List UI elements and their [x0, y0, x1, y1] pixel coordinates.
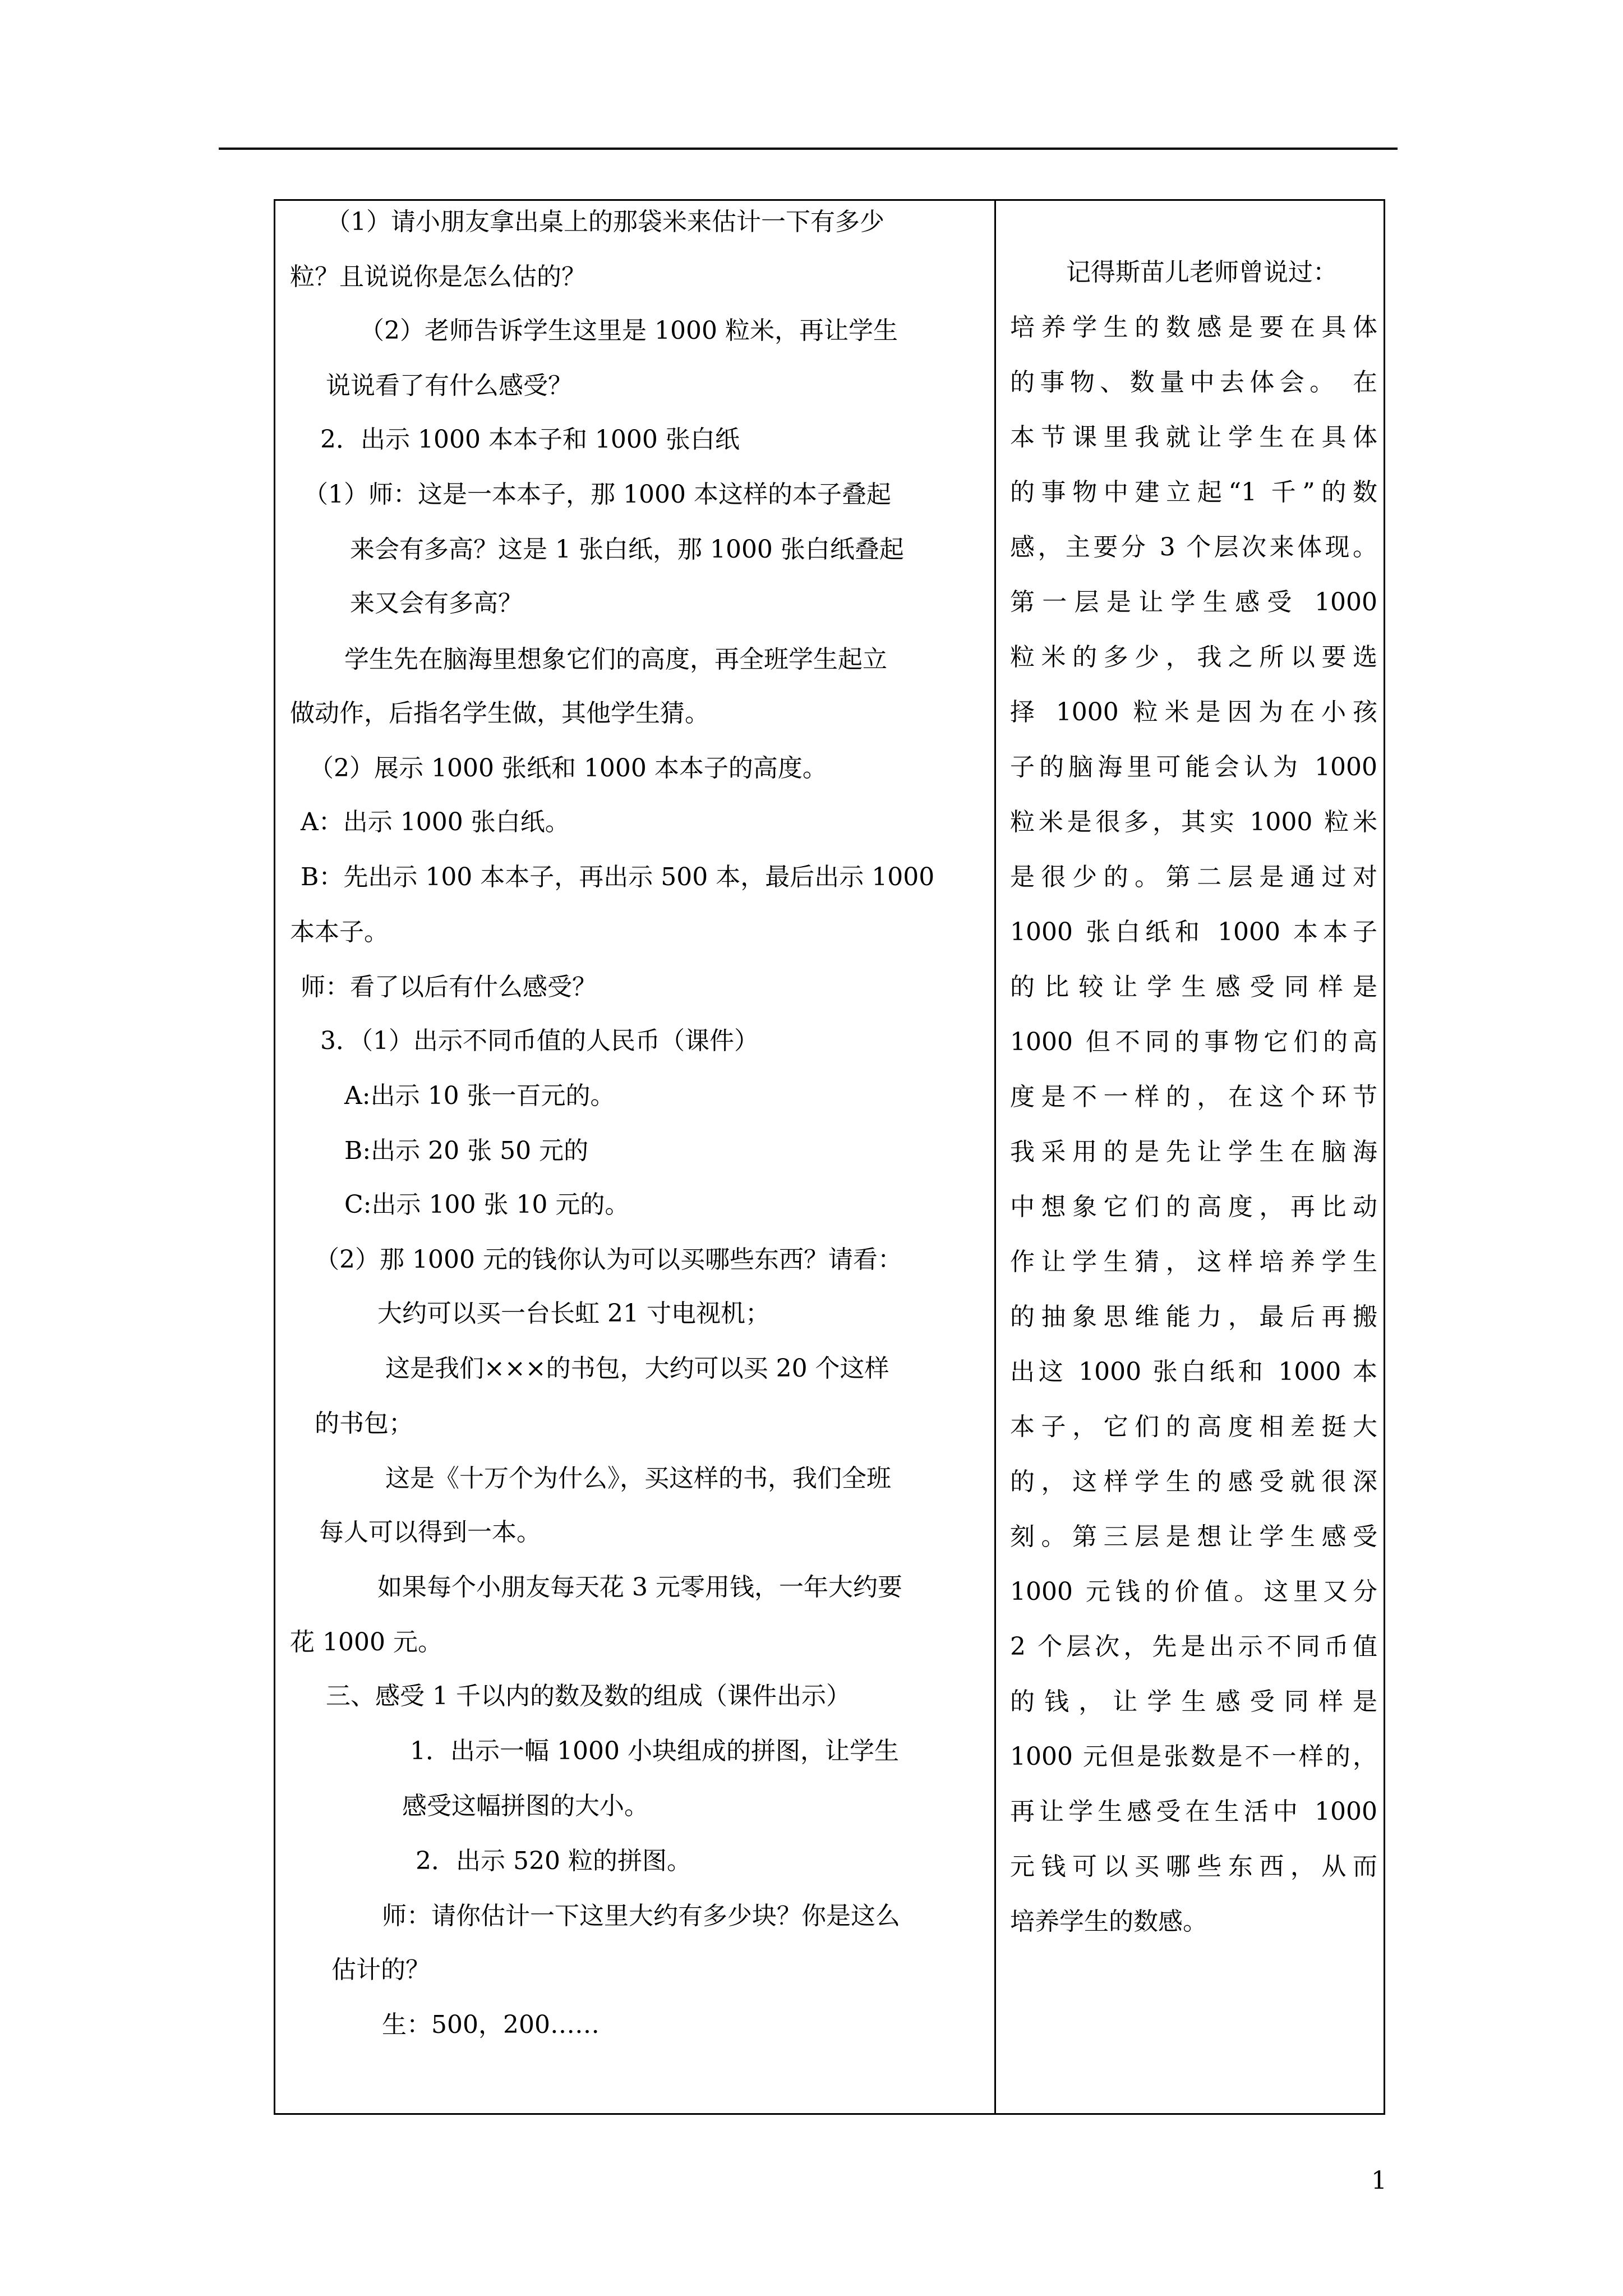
notes-line: 刻。第三层是想让学生感受 — [1010, 1522, 1377, 1551]
procedure-line: 1．出示一幅 1000 小块组成的拼图，让学生 — [410, 1737, 899, 1765]
notes-line: 中想象它们的高度，再比动 — [1010, 1193, 1377, 1221]
procedure-line: 粒？且说说你是怎么估的？ — [290, 263, 586, 291]
procedure-line: （2）那 1000 元的钱你认为可以买哪些东西？请看： — [315, 1245, 902, 1274]
procedure-line: 做动作，后指名学生做，其他学生猜。 — [290, 699, 709, 728]
procedure-line: A：出示 1000 张白纸。 — [301, 808, 570, 836]
procedure-line: 来会有多高？这是 1 张白纸，那 1000 张白纸叠起 — [350, 535, 904, 564]
page-number: 1 — [1371, 2166, 1387, 2195]
procedure-line: 花 1000 元。 — [290, 1628, 442, 1657]
procedure-line: 本本子。 — [290, 918, 389, 946]
notes-line: 的抽象思维能力，最后再搬 — [1010, 1303, 1377, 1331]
procedure-line: （1）请小朋友拿出桌上的那袋米来估计一下有多少 — [326, 208, 884, 236]
design-notes-cell — [996, 201, 1385, 2113]
lesson-procedure-cell — [275, 201, 994, 2113]
notes-line: 培养学生的数感。 — [1010, 1907, 1207, 1936]
notes-line: 2 个层次，先是出示不同币值 — [1010, 1632, 1377, 1661]
procedure-line: 的书包； — [315, 1409, 413, 1438]
procedure-line: 师：请你估计一下这里大约有多少块？你是这么 — [382, 1902, 900, 1930]
procedure-line: （1）师：这是一本本子，那 1000 本这样的本子叠起 — [303, 480, 891, 509]
notes-line: 度是不一样的，在这个环节 — [1010, 1083, 1377, 1111]
notes-line: 本子，它们的高度相差挺大 — [1010, 1412, 1377, 1441]
procedure-line: 3．（1）出示不同币值的人民币（课件） — [320, 1027, 759, 1055]
notes-line: 择 1000 粒米是因为在小孩 — [1010, 698, 1377, 726]
notes-line: 的，这样学生的感受就很深 — [1010, 1467, 1377, 1496]
procedure-line: 2．出示 1000 本本子和 1000 张白纸 — [320, 425, 740, 454]
procedure-line: 三、感受 1 千以内的数及数的组成（课件出示） — [326, 1682, 851, 1710]
notes-line: 的事物、数量中去体会。 在 — [1010, 368, 1377, 397]
procedure-line: 估计的？ — [331, 1955, 430, 1984]
notes-line: 第一层是让学生感受 1000 — [1010, 588, 1377, 616]
procedure-line: 说说看了有什么感受？ — [326, 371, 573, 400]
notes-line: 记得斯苗儿老师曾说过： — [1066, 258, 1338, 287]
notes-line: 粒米是很多，其实 1000 粒米 — [1010, 808, 1377, 836]
procedure-line: B：先出示 100 本本子，再出示 500 本，最后出示 1000 — [301, 863, 935, 891]
procedure-line: 来又会有多高？ — [350, 589, 523, 618]
procedure-line: 感受这幅拼图的大小。 — [402, 1792, 649, 1820]
procedure-line: 这是《十万个为什么》，买这样的书，我们全班 — [385, 1464, 891, 1493]
procedure-line: （2）展示 1000 张纸和 1000 本本子的高度。 — [309, 754, 827, 783]
procedure-line: 学生先在脑海里想象它们的高度，再全班学生起立 — [344, 645, 887, 674]
procedure-line: 每人可以得到一本。 — [319, 1518, 541, 1547]
notes-line: 是很少的。第二层是通过对 — [1010, 863, 1377, 891]
notes-line: 元钱可以买哪些东西，从而 — [1010, 1852, 1377, 1881]
notes-line: 我采用的是先让学生在脑海 — [1010, 1138, 1377, 1166]
procedure-line: 师：看了以后有什么感受？ — [301, 973, 597, 1001]
procedure-line: 这是我们×××的书包，大约可以买 20 个这样 — [385, 1354, 889, 1383]
notes-line: 1000 元但是张数是不一样的， — [1010, 1742, 1377, 1771]
notes-line: 作让学生猜，这样培养学生 — [1010, 1248, 1377, 1276]
notes-line: 的事物中建立起“1 千”的数 — [1010, 478, 1377, 507]
header-rule — [219, 148, 1398, 150]
procedure-line: （2）老师告诉学生这里是 1000 粒米，再让学生 — [359, 316, 898, 345]
procedure-line: C:出示 100 张 10 元的。 — [344, 1190, 630, 1219]
procedure-line: 大约可以买一台长虹 21 寸电视机； — [377, 1299, 770, 1328]
procedure-line: 如果每个小朋友每天花 3 元零用钱，一年大约要 — [377, 1573, 902, 1602]
notes-line: 出这 1000 张白纸和 1000 本 — [1010, 1358, 1377, 1386]
notes-line: 本节课里我就让学生在具体 — [1010, 423, 1377, 452]
notes-line: 的比较让学生感受同样是 — [1010, 973, 1377, 1001]
procedure-line: 生：500，200…… — [382, 2010, 600, 2039]
procedure-line: A:出示 10 张一百元的。 — [344, 1082, 615, 1110]
notes-line: 感，主要分 3 个层次来体现。 — [1010, 533, 1377, 562]
notes-line: 1000 元钱的价值。这里又分 — [1010, 1577, 1377, 1606]
notes-line: 1000 张白纸和 1000 本本子 — [1010, 918, 1377, 946]
procedure-line: 2．出示 520 粒的拼图。 — [416, 1847, 691, 1875]
notes-line: 子的脑海里可能会认为 1000 — [1010, 753, 1377, 781]
notes-line: 再让学生感受在生活中 1000 — [1010, 1797, 1377, 1826]
notes-line: 1000 但不同的事物它们的高 — [1010, 1028, 1377, 1056]
notes-line: 粒米的多少，我之所以要选 — [1010, 643, 1377, 671]
notes-line: 的钱，让学生感受同样是 — [1010, 1687, 1377, 1716]
lesson-table — [274, 199, 1385, 2115]
notes-line: 培养学生的数感是要在具体 — [1010, 313, 1377, 342]
procedure-line: B:出示 20 张 50 元的 — [344, 1137, 589, 1165]
